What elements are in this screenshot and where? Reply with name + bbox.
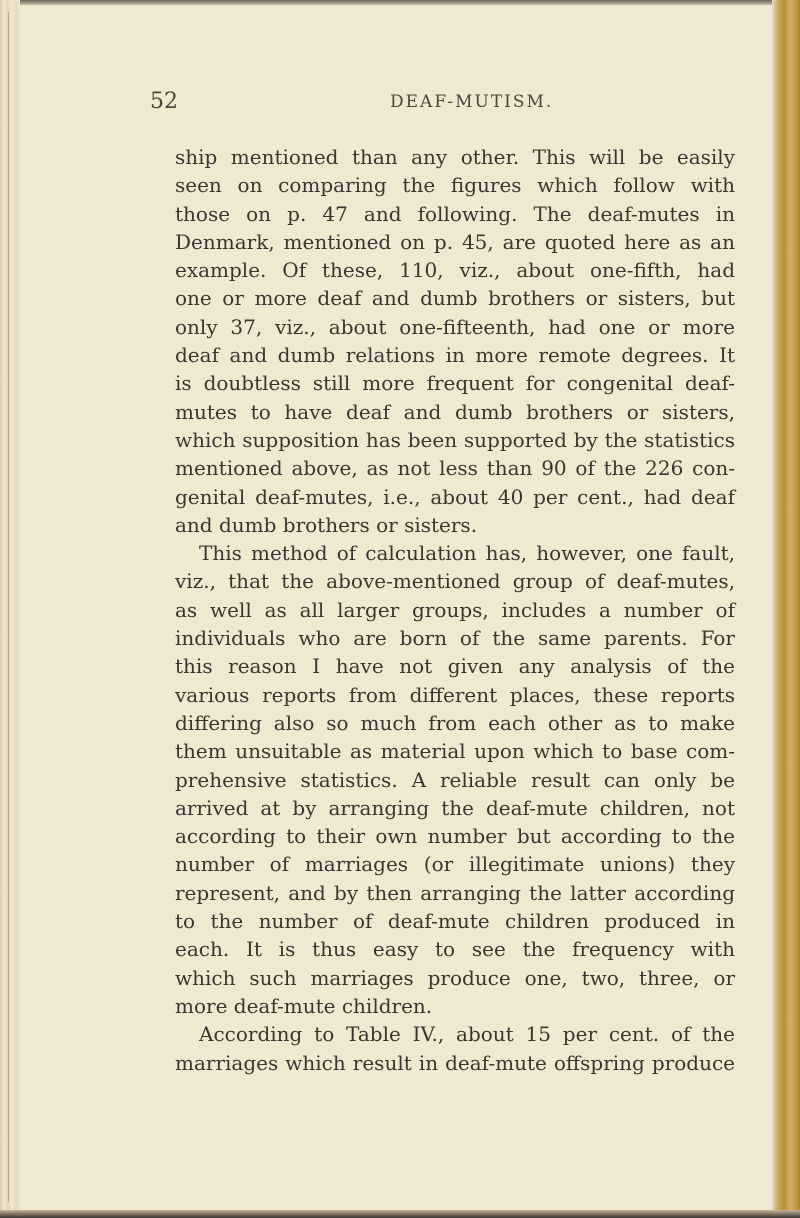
page-bottom-edge	[0, 1210, 800, 1218]
text-line: Denmark, mentioned on p. 45, are quoted here as an	[175, 229, 735, 254]
text-line: according to their own number but according to the	[175, 824, 735, 849]
text-line: is doubtless still more frequent for congenital deaf-	[175, 371, 735, 396]
running-head: DEAF-MUTISM.	[390, 92, 554, 112]
text-line: this reason I have not given any analysis of the	[175, 654, 735, 679]
text-line: to the number of deaf-mute children produced in	[175, 909, 735, 934]
text-line: only 37, viz., about one-fifteenth, had one or more	[175, 314, 735, 339]
text-line: each. It is thus easy to see the frequency with	[175, 937, 735, 962]
text-line: which such marriages produce one, two, three, or	[175, 965, 735, 990]
text-line: viz., that the above-mentioned group of deaf-mutes,	[175, 569, 735, 594]
text-line: and dumb brothers or sisters.	[175, 512, 478, 537]
text-line: number of marriages (or illegitimate unions) they	[175, 852, 735, 877]
text-line: According to Table IV., about 15 per cent. of the	[199, 1022, 735, 1047]
text-line: deaf and dumb relations in more remote degrees. It	[175, 343, 735, 368]
text-line: which supposition has been supported by the statistics	[175, 427, 735, 452]
text-line: genital deaf-mutes, i.e., about 40 per cent., had deaf	[175, 484, 735, 509]
text-line: individuals who are born of the same parents. For	[175, 626, 735, 651]
text-line: arrived at by arranging the deaf-mute children, not	[175, 795, 735, 820]
book-binding-edge	[0, 0, 20, 1218]
text-line: those on p. 47 and following. The deaf-mutes in	[175, 201, 735, 226]
text-line: mutes to have deaf and dumb brothers or sisters,	[175, 399, 735, 424]
text-line: more deaf-mute children.	[175, 993, 433, 1018]
page-top-edge	[0, 0, 800, 5]
text-line: differing also so much from each other as to make	[175, 710, 735, 735]
text-line: as well as all larger groups, includes a number of	[175, 597, 735, 622]
text-line: one or more deaf and dumb brothers or sisters, but	[175, 286, 735, 311]
text-line: This method of calculation has, however, one fault,	[199, 541, 735, 566]
page-gilt-edge	[772, 0, 800, 1218]
text-line: example. Of these, 110, viz., about one-fifth, had	[175, 258, 735, 283]
text-line: prehensive statistics. A reliable result can only be	[175, 767, 735, 792]
text-line: ship mentioned than any other. This will be easily	[175, 145, 735, 169]
text-line: various reports from different places, these reports	[175, 682, 735, 707]
text-line: them unsuitable as material upon which to base com-	[175, 739, 735, 764]
text-line: seen on comparing the figures which follow with	[175, 173, 735, 198]
text-line: marriages which result in deaf-mute offspring produce	[175, 1050, 735, 1075]
page-number: 52	[150, 89, 178, 114]
text-line: represent, and by then arranging the latter according	[175, 880, 735, 905]
text-line: mentioned above, as not less than 90 of the 226 con-	[175, 456, 735, 481]
page-header	[150, 89, 730, 115]
body-text	[175, 143, 735, 1077]
